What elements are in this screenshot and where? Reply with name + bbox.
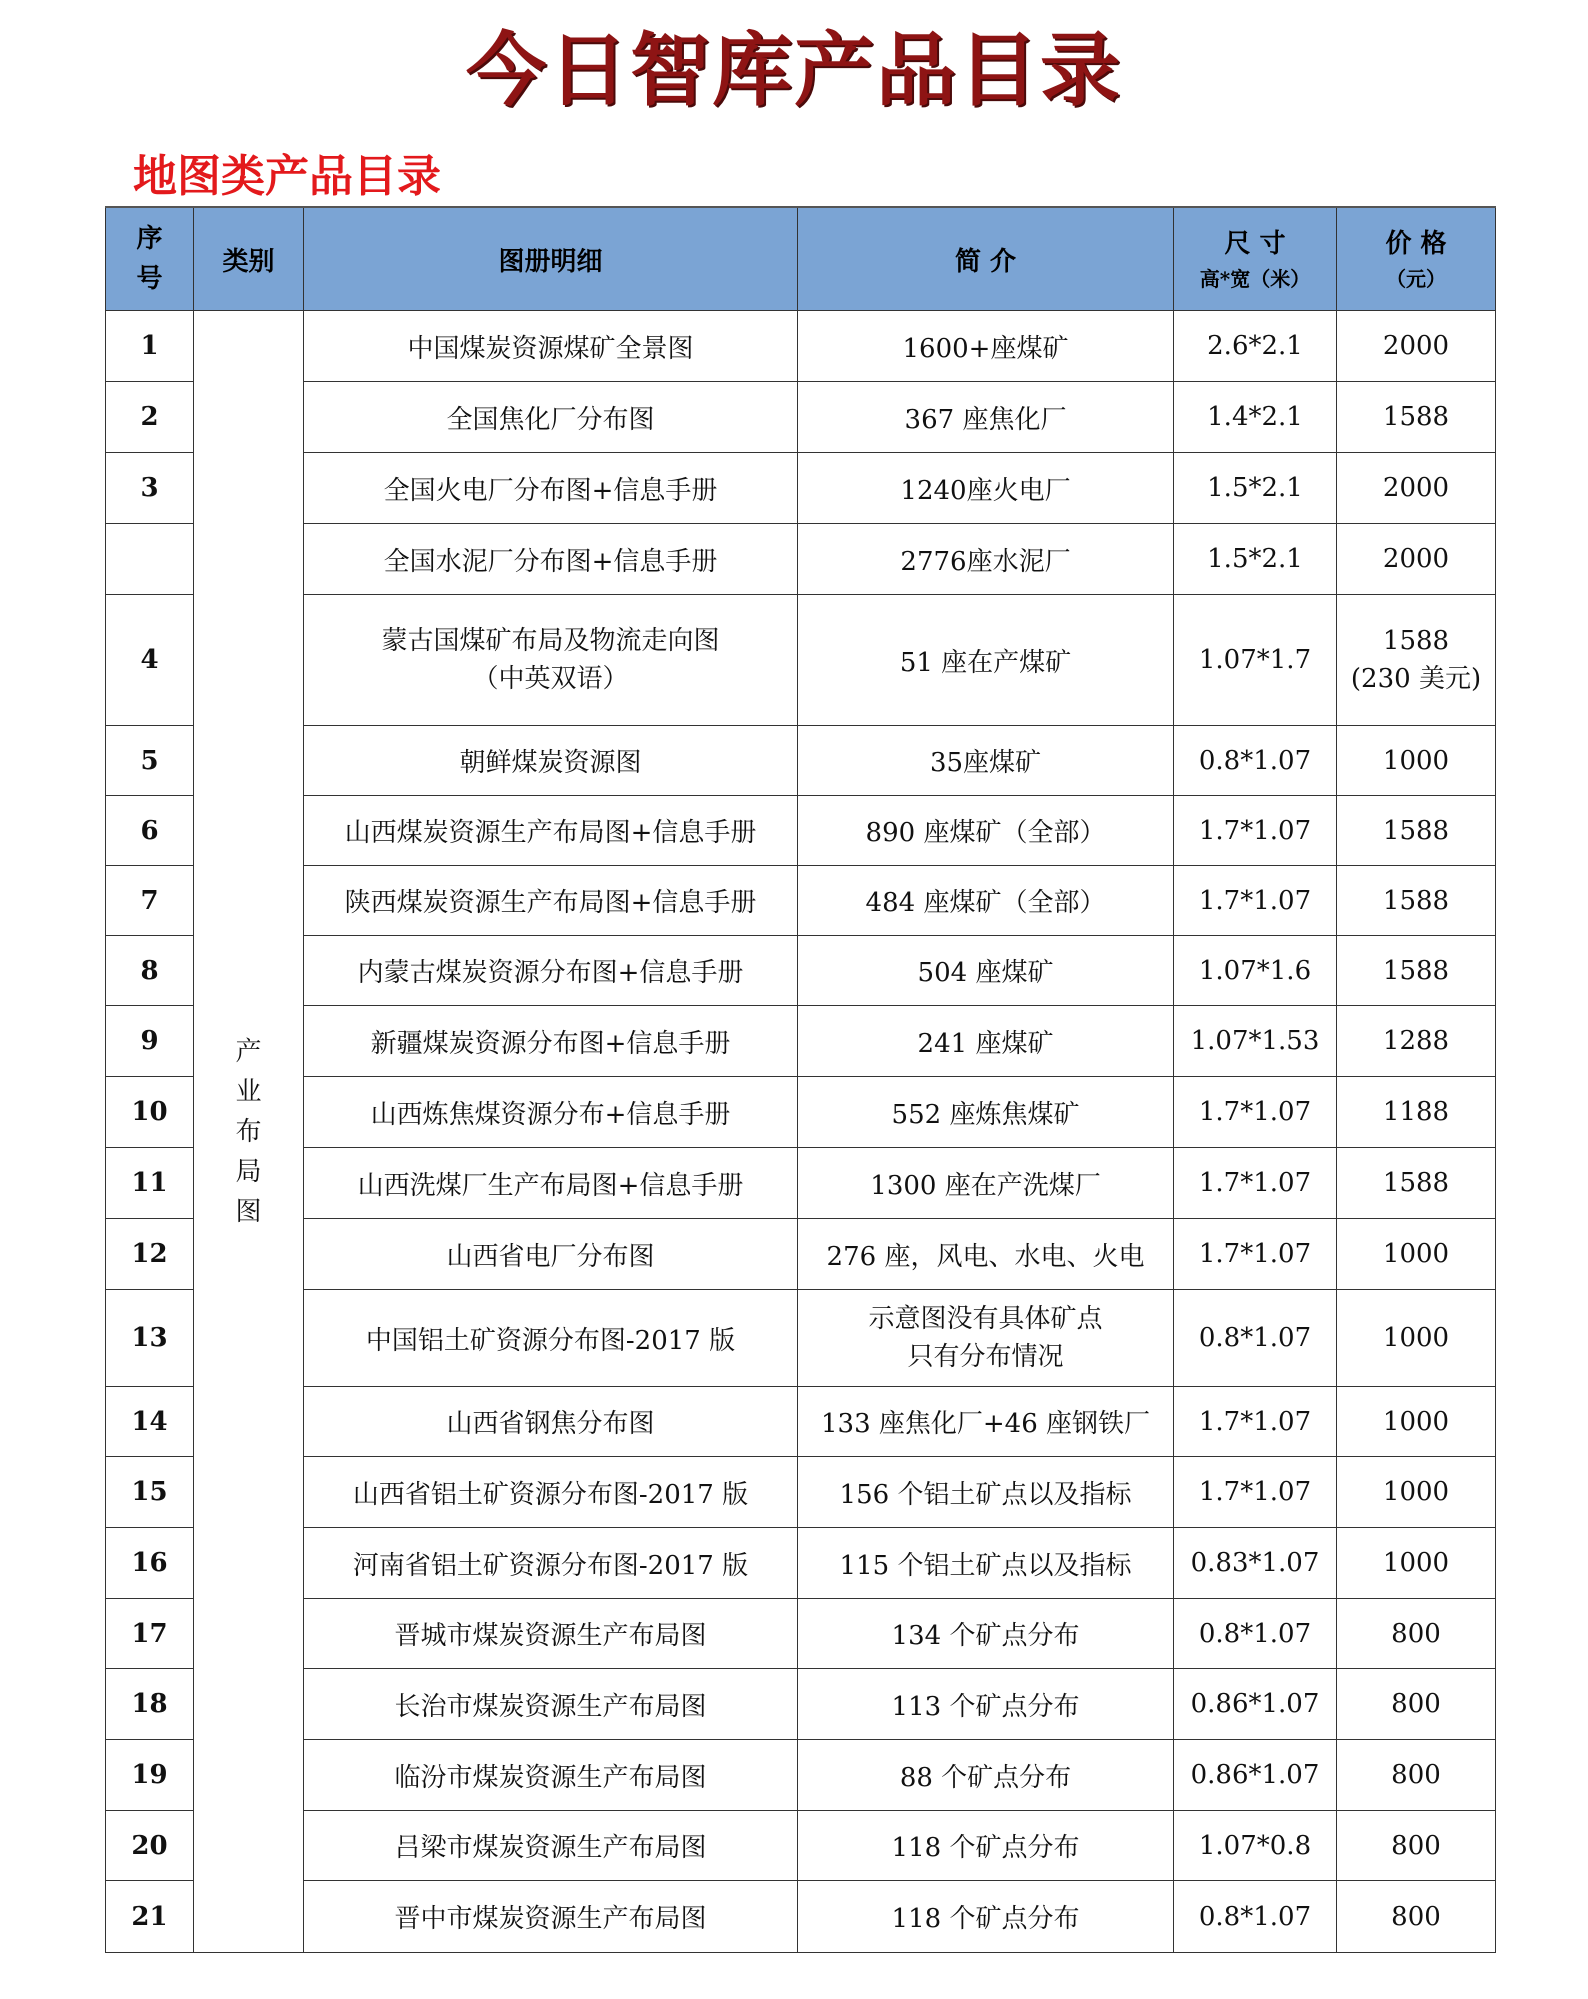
header-detail: 图册明细	[304, 207, 798, 311]
header-size	[1174, 207, 1337, 311]
row-intro: 156 个铝土矿点以及指标	[798, 1457, 1174, 1528]
row-intro	[798, 1290, 1174, 1387]
row-intro: 134 个矿点分布	[798, 1599, 1174, 1669]
row-price: 1000	[1337, 1290, 1496, 1387]
row-detail: 中国铝土矿资源分布图-2017 版	[304, 1290, 798, 1387]
row-intro: 35座煤矿	[798, 726, 1174, 796]
row-detail: 山西炼焦煤资源分布+信息手册	[304, 1077, 798, 1148]
row-detail: 陕西煤炭资源生产布局图+信息手册	[304, 866, 798, 936]
row-intro: 890 座煤矿（全部）	[798, 796, 1174, 866]
table-row	[106, 726, 1496, 796]
row-seq: 9	[106, 1006, 194, 1077]
row-size: 0.86*1.07	[1174, 1669, 1337, 1740]
row-detail: 内蒙古煤炭资源分布图+信息手册	[304, 936, 798, 1006]
row-size: 1.7*1.07	[1174, 866, 1337, 936]
row-price: 1588	[1337, 796, 1496, 866]
table-row	[106, 1148, 1496, 1219]
table-row	[106, 1669, 1496, 1740]
row-intro: 51 座在产煤矿	[798, 595, 1174, 726]
row-price: 800	[1337, 1811, 1496, 1881]
row-price: 1000	[1337, 726, 1496, 796]
row-seq: 4	[106, 595, 194, 726]
header-category: 类别	[194, 207, 304, 311]
row-seq: 16	[106, 1528, 194, 1599]
row-size: 1.07*1.7	[1174, 595, 1337, 726]
table-row	[106, 1811, 1496, 1881]
row-price: 800	[1337, 1599, 1496, 1669]
table-row	[106, 524, 1496, 595]
table-row	[106, 311, 1496, 382]
row-detail: 山西省电厂分布图	[304, 1219, 798, 1290]
header-size-sub: 高*宽（米）	[1199, 267, 1311, 291]
row-size: 1.07*1.6	[1174, 936, 1337, 1006]
row-detail: 河南省铝土矿资源分布图-2017 版	[304, 1528, 798, 1599]
row-intro: 504 座煤矿	[798, 936, 1174, 1006]
row-detail: 山西洗煤厂生产布局图+信息手册	[304, 1148, 798, 1219]
row-intro: 1600+座煤矿	[798, 311, 1174, 382]
row-seq: 5	[106, 726, 194, 796]
row-price: 1000	[1337, 1528, 1496, 1599]
product-catalog-table	[105, 206, 1496, 1953]
table-row	[106, 1290, 1496, 1387]
row-detail: 临汾市煤炭资源生产布局图	[304, 1740, 798, 1811]
table-row	[106, 1006, 1496, 1077]
row-seq: 14	[106, 1387, 194, 1457]
table-row	[106, 453, 1496, 524]
row-seq: 2	[106, 382, 194, 453]
category-label: 产业布局图	[235, 1036, 262, 1227]
row-size: 1.7*1.07	[1174, 1457, 1337, 1528]
row-detail: 晋中市煤炭资源生产布局图	[304, 1881, 798, 1953]
header-seq: 序号	[106, 207, 194, 311]
row-price: 2000	[1337, 524, 1496, 595]
table-row	[106, 1599, 1496, 1669]
row-intro: 113 个矿点分布	[798, 1669, 1174, 1740]
row-intro-line-1: 示意图没有具体矿点	[868, 1304, 1103, 1334]
table-row	[106, 382, 1496, 453]
row-intro: 484 座煤矿（全部）	[798, 866, 1174, 936]
table-row	[106, 936, 1496, 1006]
table-row	[106, 1457, 1496, 1528]
row-price: 1188	[1337, 1077, 1496, 1148]
header-intro: 简 介	[798, 207, 1174, 311]
table-row	[106, 1077, 1496, 1148]
table-header-row	[106, 207, 1496, 311]
row-size: 0.83*1.07	[1174, 1528, 1337, 1599]
table-row	[106, 1528, 1496, 1599]
row-seq: 3	[106, 453, 194, 524]
table-row	[106, 1881, 1496, 1953]
row-seq	[106, 524, 194, 595]
row-detail: 中国煤炭资源煤矿全景图	[304, 311, 798, 382]
row-price: 1588	[1337, 382, 1496, 453]
row-intro: 276 座，风电、水电、火电	[798, 1219, 1174, 1290]
row-seq: 17	[106, 1599, 194, 1669]
table-row	[106, 866, 1496, 936]
row-seq: 7	[106, 866, 194, 936]
row-seq: 12	[106, 1219, 194, 1290]
table-body	[106, 311, 1496, 1953]
row-seq: 1	[106, 311, 194, 382]
page-title: 今日智库产品目录	[466, 23, 1122, 117]
row-size: 1.07*0.8	[1174, 1811, 1337, 1881]
header-price	[1337, 207, 1496, 311]
row-size: 1.07*1.53	[1174, 1006, 1337, 1077]
row-size: 1.5*2.1	[1174, 453, 1337, 524]
row-price: 1000	[1337, 1387, 1496, 1457]
row-seq: 6	[106, 796, 194, 866]
table-row	[106, 1219, 1496, 1290]
row-detail-line-2: （中英双语）	[472, 664, 629, 694]
table-row	[106, 1740, 1496, 1811]
row-size: 1.7*1.07	[1174, 796, 1337, 866]
table-row	[106, 796, 1496, 866]
row-intro: 88 个矿点分布	[798, 1740, 1174, 1811]
row-price-line-1: 1588	[1382, 626, 1450, 656]
header-price-main: 价 格	[1385, 229, 1447, 259]
row-size: 0.8*1.07	[1174, 1290, 1337, 1387]
row-size: 1.7*1.07	[1174, 1387, 1337, 1457]
row-seq: 11	[106, 1148, 194, 1219]
table-row	[106, 595, 1496, 726]
row-seq: 8	[106, 936, 194, 1006]
row-price: 800	[1337, 1740, 1496, 1811]
row-price: 800	[1337, 1881, 1496, 1953]
row-price: 1000	[1337, 1457, 1496, 1528]
row-intro: 118 个矿点分布	[798, 1881, 1174, 1953]
row-intro: 1300 座在产洗煤厂	[798, 1148, 1174, 1219]
header-price-sub: （元）	[1386, 267, 1446, 291]
row-seq: 20	[106, 1811, 194, 1881]
row-price: 800	[1337, 1669, 1496, 1740]
row-seq: 15	[106, 1457, 194, 1528]
row-intro: 552 座炼焦煤矿	[798, 1077, 1174, 1148]
row-price: 1588	[1337, 936, 1496, 1006]
row-detail: 新疆煤炭资源分布图+信息手册	[304, 1006, 798, 1077]
row-price: 1000	[1337, 1219, 1496, 1290]
row-size: 0.8*1.07	[1174, 1599, 1337, 1669]
row-price: 1588	[1337, 1148, 1496, 1219]
row-size: 0.86*1.07	[1174, 1740, 1337, 1811]
row-price: 1588	[1337, 866, 1496, 936]
row-detail	[304, 595, 798, 726]
row-size: 1.7*1.07	[1174, 1077, 1337, 1148]
row-seq: 10	[106, 1077, 194, 1148]
row-size: 0.8*1.07	[1174, 726, 1337, 796]
row-seq: 18	[106, 1669, 194, 1740]
row-seq: 13	[106, 1290, 194, 1387]
row-intro-line-2: 只有分布情况	[907, 1342, 1064, 1372]
row-intro: 2776座水泥厂	[798, 524, 1174, 595]
row-price: 2000	[1337, 453, 1496, 524]
row-seq: 21	[106, 1881, 194, 1953]
row-size: 0.8*1.07	[1174, 1881, 1337, 1953]
row-intro: 115 个铝土矿点以及指标	[798, 1528, 1174, 1599]
row-intro: 1240座火电厂	[798, 453, 1174, 524]
row-size: 2.6*2.1	[1174, 311, 1337, 382]
row-intro: 118 个矿点分布	[798, 1811, 1174, 1881]
row-detail: 全国火电厂分布图+信息手册	[304, 453, 798, 524]
row-intro: 367 座焦化厂	[798, 382, 1174, 453]
row-detail: 山西煤炭资源生产布局图+信息手册	[304, 796, 798, 866]
row-seq: 19	[106, 1740, 194, 1811]
row-detail: 晋城市煤炭资源生产布局图	[304, 1599, 798, 1669]
row-detail-line-1: 蒙古国煤矿布局及物流走向图	[381, 626, 720, 656]
row-detail: 山西省钢焦分布图	[304, 1387, 798, 1457]
row-detail: 朝鲜煤炭资源图	[304, 726, 798, 796]
row-size: 1.7*1.07	[1174, 1148, 1337, 1219]
row-size: 1.4*2.1	[1174, 382, 1337, 453]
row-price-line-2: (230 美元)	[1350, 664, 1482, 694]
row-detail: 长治市煤炭资源生产布局图	[304, 1669, 798, 1740]
header-size-main: 尺 寸	[1224, 229, 1286, 259]
row-detail: 全国水泥厂分布图+信息手册	[304, 524, 798, 595]
row-price: 1288	[1337, 1006, 1496, 1077]
row-detail: 山西省铝土矿资源分布图-2017 版	[304, 1457, 798, 1528]
row-size: 1.5*2.1	[1174, 524, 1337, 595]
row-intro: 241 座煤矿	[798, 1006, 1174, 1077]
row-size: 1.7*1.07	[1174, 1219, 1337, 1290]
section-title: 地图类产品目录	[133, 151, 441, 202]
category-cell	[194, 311, 304, 1953]
row-intro: 133 座焦化厂+46 座钢铁厂	[798, 1387, 1174, 1457]
row-detail: 吕梁市煤炭资源生产布局图	[304, 1811, 798, 1881]
row-price	[1337, 595, 1496, 726]
row-price: 2000	[1337, 311, 1496, 382]
table-row	[106, 1387, 1496, 1457]
row-detail: 全国焦化厂分布图	[304, 382, 798, 453]
